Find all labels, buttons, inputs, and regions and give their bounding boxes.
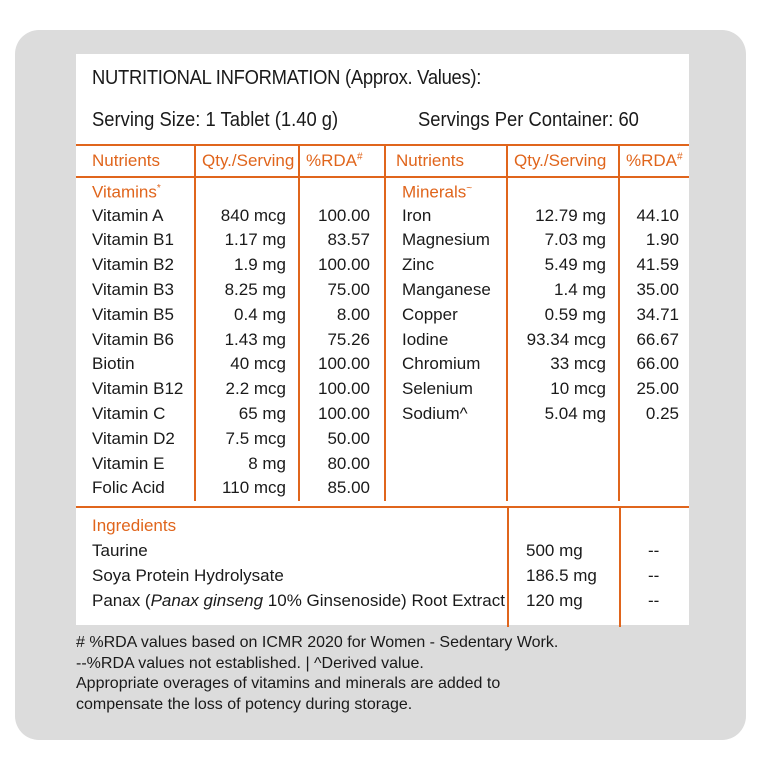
ingredient-name-panax [92, 591, 505, 611]
vitamin-rda: 100.00 [299, 377, 385, 402]
vitamin-name: Vitamin E [92, 453, 165, 473]
vitamin-rda: 75.00 [299, 278, 385, 303]
mineral-rda: 0.25 [619, 402, 689, 427]
nutrients-table-header [76, 145, 689, 177]
mineral-name: Magnesium [385, 228, 507, 253]
table-row [76, 278, 689, 303]
header-rda: %RDA# [619, 145, 689, 177]
header-rda: %RDA# [299, 145, 385, 177]
vitamin-name: Vitamin B1 [92, 230, 174, 250]
ingredient-name-text: Panax (Panax ginseng 10% Ginsenoside) Root Extract [92, 591, 505, 610]
vitamin-rda: 100.00 [299, 352, 385, 377]
vitamin-qty: 7.5 mcg [195, 427, 299, 452]
table-row [76, 228, 689, 253]
ingredient-qty: 120 mg [526, 591, 583, 610]
vitamin-rda: 80.00 [299, 452, 385, 477]
mineral-qty [507, 476, 619, 501]
mineral-name: Sodium^ [385, 402, 507, 427]
mineral-name: Manganese [385, 278, 507, 303]
mineral-qty [507, 427, 619, 452]
mineral-name [385, 427, 507, 452]
empty-cell [619, 177, 689, 204]
mineral-name [385, 476, 507, 501]
table-row [76, 402, 689, 427]
servings-per-container: Servings Per Container: 60 [418, 109, 639, 131]
ingredient-rda: -- [648, 591, 660, 610]
mineral-rda: 44.10 [619, 204, 689, 229]
vitamins-heading: Vitamins* [92, 182, 161, 202]
header-qty: Qty./Serving [195, 145, 299, 177]
table-row [76, 204, 689, 229]
vitamin-rda: 8.00 [299, 303, 385, 328]
vitamin-qty: 8.25 mg [195, 278, 299, 303]
ingredient-name: Soya Protein Hydrolysate [92, 566, 284, 585]
mineral-name: Iodine [385, 328, 507, 353]
vitamin-qty: 0.4 mg [195, 303, 299, 328]
footnote-not-established: --%RDA values not established. | ^Derived value. [76, 654, 424, 672]
vitamin-name: Vitamin B6 [92, 329, 174, 349]
mineral-qty: 12.79 mg [507, 204, 619, 229]
mineral-rda: 25.00 [619, 377, 689, 402]
mineral-qty: 10 mcg [507, 377, 619, 402]
nutrition-facts-card [76, 54, 689, 625]
mineral-rda [619, 476, 689, 501]
mineral-qty: 5.49 mg [507, 253, 619, 278]
vitamin-qty: 40 mcg [195, 352, 299, 377]
table-row [76, 427, 689, 452]
vitamin-rda: 100.00 [299, 402, 385, 427]
vitamin-qty: 8 mg [195, 452, 299, 477]
table-row [76, 476, 689, 501]
vitamin-name: Vitamin B12 [92, 379, 184, 399]
vitamin-rda: 83.57 [299, 228, 385, 253]
empty-cell [299, 177, 385, 204]
ingredient-rda: -- [648, 541, 660, 560]
table-row [76, 177, 689, 204]
table-row [76, 303, 689, 328]
nutrients-table [76, 144, 689, 501]
vitamin-name: Folic Acid [92, 478, 165, 498]
vitamin-rda: 85.00 [299, 476, 385, 501]
table-row [76, 377, 689, 402]
vitamin-qty: 110 mcg [195, 476, 299, 501]
ingredients-section [76, 506, 689, 627]
mineral-rda: 66.00 [619, 352, 689, 377]
vitamin-rda: 100.00 [299, 204, 385, 229]
ingredients-heading: Ingredients [92, 516, 177, 535]
ingredient-qty: 186.5 mg [526, 566, 597, 585]
mineral-qty: 5.04 mg [507, 402, 619, 427]
footnote-overages: Appropriate overages of vitamins and minerals are added to [76, 675, 501, 692]
ingredient-qty: 500 mg [526, 541, 583, 560]
header-nutrients: Nutrients [76, 145, 195, 177]
column-divider [619, 508, 621, 627]
serving-size: Serving Size: 1 Tablet (1.40 g) [92, 109, 339, 131]
vitamin-name: Vitamin B5 [92, 304, 174, 324]
empty-cell [195, 177, 299, 204]
empty-cell [507, 177, 619, 204]
vitamin-name: Biotin [92, 354, 135, 374]
vitamin-qty: 1.17 mg [195, 228, 299, 253]
vitamin-qty: 840 mcg [195, 204, 299, 229]
footnotes [76, 633, 736, 715]
table-row [76, 328, 689, 353]
header-qty: Qty./Serving [507, 145, 619, 177]
mineral-rda [619, 452, 689, 477]
footnote-potency: compensate the loss of potency during storage. [76, 695, 413, 713]
vitamin-name: Vitamin D2 [92, 428, 175, 448]
nutrition-title: NUTRITIONAL INFORMATION (Approx. Values): [92, 67, 482, 89]
mineral-qty: 93.34 mcg [507, 328, 619, 353]
ingredient-rda: -- [648, 566, 660, 585]
ingredient-name: Taurine [92, 541, 148, 560]
vitamin-rda: 75.26 [299, 328, 385, 353]
mineral-name: Iron [385, 204, 507, 229]
vitamin-qty: 65 mg [195, 402, 299, 427]
vitamin-name: Vitamin C [92, 404, 166, 424]
vitamin-qty: 1.43 mg [195, 328, 299, 353]
table-row [76, 352, 689, 377]
vitamin-rda: 50.00 [299, 427, 385, 452]
vitamin-qty: 2.2 mcg [195, 377, 299, 402]
mineral-qty: 7.03 mg [507, 228, 619, 253]
table-row [76, 452, 689, 477]
column-divider [507, 508, 509, 627]
vitamin-qty: 1.9 mg [195, 253, 299, 278]
mineral-rda [619, 427, 689, 452]
header-nutrients: Nutrients [385, 145, 507, 177]
vitamin-name: Vitamin B2 [92, 255, 174, 275]
mineral-name [385, 452, 507, 477]
vitamin-rda: 100.00 [299, 253, 385, 278]
mineral-rda: 34.71 [619, 303, 689, 328]
mineral-rda: 66.67 [619, 328, 689, 353]
minerals-heading: Minerals~ [385, 177, 507, 204]
mineral-qty [507, 452, 619, 477]
mineral-name: Zinc [385, 253, 507, 278]
mineral-rda: 41.59 [619, 253, 689, 278]
mineral-qty: 33 mcg [507, 352, 619, 377]
mineral-qty: 1.4 mg [507, 278, 619, 303]
mineral-rda: 1.90 [619, 228, 689, 253]
mineral-qty: 0.59 mg [507, 303, 619, 328]
mineral-name: Selenium [385, 377, 507, 402]
footnote-rda-basis: # %RDA values based on ICMR 2020 for Women - Sedentary Work. [76, 634, 559, 651]
mineral-name: Copper [385, 303, 507, 328]
mineral-name: Chromium [385, 352, 507, 377]
table-row [76, 253, 689, 278]
vitamin-name: Vitamin A [92, 205, 164, 225]
mineral-rda: 35.00 [619, 278, 689, 303]
vitamin-name: Vitamin B3 [92, 280, 174, 300]
